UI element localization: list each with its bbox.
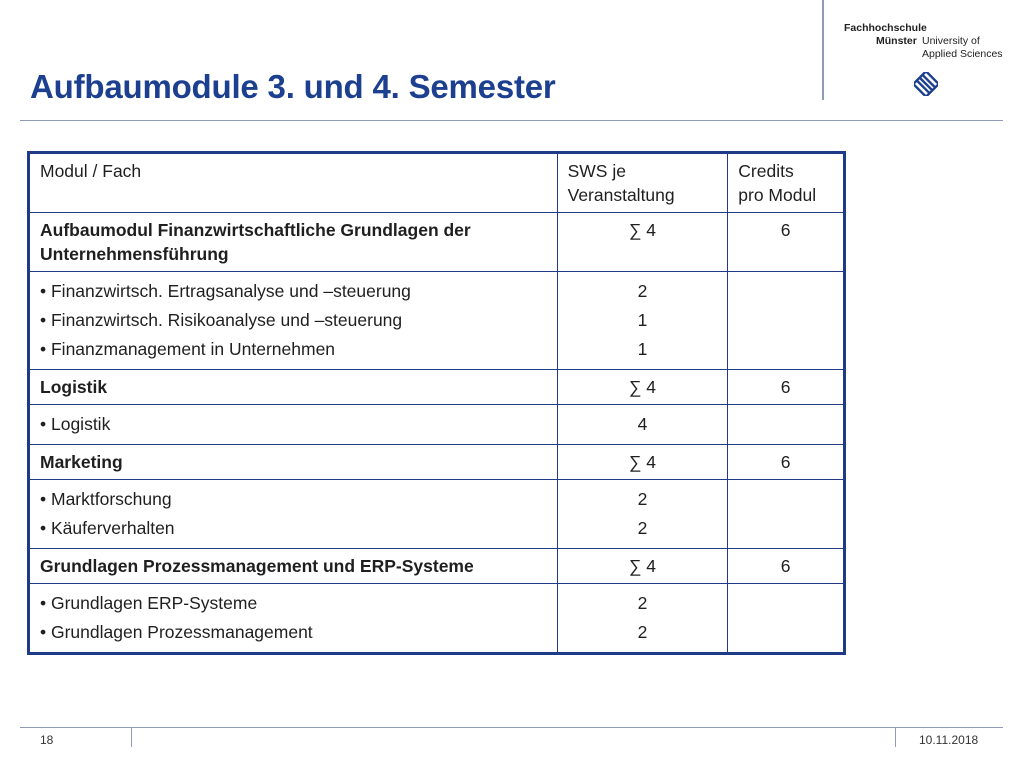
item-names	[29, 584, 558, 654]
header-sws-line2: Veranstaltung	[567, 185, 675, 205]
group-sws-sum: ∑ 4	[557, 370, 728, 405]
logo-line-muenster: Münster	[876, 35, 917, 47]
table-row-items	[29, 405, 845, 445]
header-sws	[557, 153, 728, 213]
group-sws-sum: ∑ 4	[557, 213, 728, 272]
header-sws-line1: SWS je	[567, 161, 626, 181]
module-table	[27, 151, 846, 655]
logo-line-fachhochschule: Fachhochschule	[844, 22, 927, 34]
group-credits: 6	[728, 445, 845, 480]
item-credits-empty	[728, 405, 845, 445]
table-row-items	[29, 272, 845, 370]
footer-divider-left	[131, 727, 132, 747]
table-row-group	[29, 549, 845, 584]
group-name: Logistik	[29, 370, 558, 405]
item-sws-value: 2	[637, 281, 648, 301]
logo-line-applied-sciences: Applied Sciences	[922, 48, 1003, 60]
item-sws-value: 2	[637, 489, 648, 509]
item-sws	[557, 272, 728, 370]
group-credits: 6	[728, 549, 845, 584]
header-credits-line2: pro Modul	[738, 185, 817, 205]
table-row-group	[29, 445, 845, 480]
group-credits: 6	[728, 213, 845, 272]
item-names	[29, 480, 558, 549]
item-sws-value: 1	[637, 339, 648, 359]
item-sws-value: 2	[637, 622, 648, 642]
item-sws	[557, 405, 728, 445]
university-emblem-icon	[914, 72, 938, 96]
item-sws-value: 1	[637, 310, 648, 330]
group-name-line2: Unternehmensführung	[40, 244, 229, 264]
item-name: • Marktforschung	[40, 489, 172, 509]
item-name: • Grundlagen ERP-Systeme	[40, 593, 258, 613]
table-row-group	[29, 370, 845, 405]
item-names	[29, 405, 558, 445]
item-sws	[557, 480, 728, 549]
item-credits-empty	[728, 584, 845, 654]
item-sws-value: 4	[637, 414, 648, 434]
group-credits: 6	[728, 370, 845, 405]
group-name: Marketing	[29, 445, 558, 480]
footer-divider-right	[895, 727, 896, 747]
item-sws	[557, 584, 728, 654]
header-rule	[20, 120, 1003, 121]
page-number: 18	[40, 733, 54, 747]
item-credits-empty	[728, 480, 845, 549]
table-row-items	[29, 480, 845, 549]
header-vertical-divider	[822, 0, 824, 100]
item-sws-value: 2	[637, 593, 648, 613]
item-credits-empty	[728, 272, 845, 370]
footer-rule	[20, 727, 1003, 728]
item-names	[29, 272, 558, 370]
table-header-row	[29, 153, 845, 213]
header-credits	[728, 153, 845, 213]
slide-title: Aufbaumodule 3. und 4. Semester	[30, 68, 556, 105]
group-name	[29, 213, 558, 272]
table-row-group	[29, 213, 845, 272]
item-name: • Finanzmanagement in Unternehmen	[40, 339, 336, 359]
item-sws-value: 2	[637, 518, 648, 538]
group-sws-sum: ∑ 4	[557, 549, 728, 584]
header-credits-line1: Credits	[738, 161, 794, 181]
item-name: • Logistik	[40, 414, 111, 434]
header-modul-fach: Modul / Fach	[29, 153, 558, 213]
logo-line-university: University of	[922, 35, 980, 47]
group-name-line1: Aufbaumodul Finanzwirtschaftliche Grundlagen der	[40, 220, 471, 240]
slide-date: 10.11.2018	[919, 733, 979, 747]
group-sws-sum: ∑ 4	[557, 445, 728, 480]
item-name: • Finanzwirtsch. Ertragsanalyse und –steuerung	[40, 281, 411, 301]
item-name: • Finanzwirtsch. Risikoanalyse und –steuerung	[40, 310, 403, 330]
group-name: Grundlagen Prozessmanagement und ERP-Systeme	[29, 549, 558, 584]
table-row-items	[29, 584, 845, 654]
item-name: • Grundlagen Prozessmanagement	[40, 622, 313, 642]
item-name: • Käuferverhalten	[40, 518, 175, 538]
